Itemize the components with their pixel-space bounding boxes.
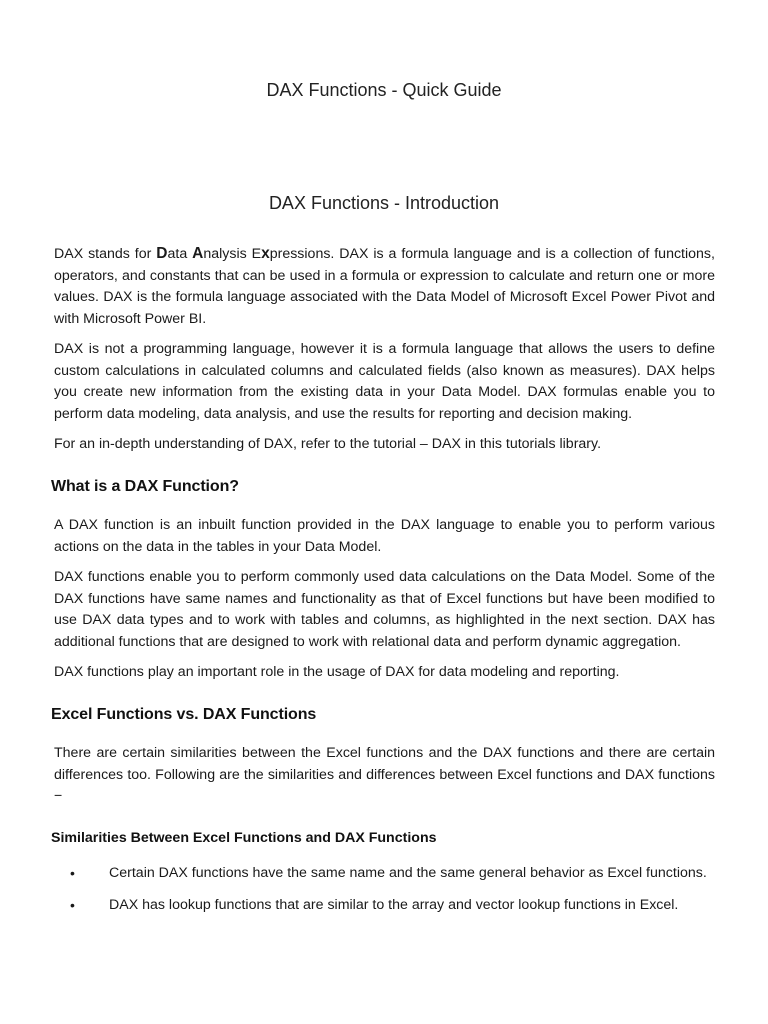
list-item: • Certain DAX functions have the same name and the same general behavior as Excel functions.	[54, 863, 715, 885]
what-is-heading: What is a DAX Function?	[51, 477, 239, 495]
excel-vs-dax-paragraph: There are certain similarities between the Excel functions and the DAX functions and there are certain differences too. Following are the similarities and differences between Excel functions and DAX functions −	[54, 745, 715, 804]
what-is-paragraph-1: A DAX function is an inbuilt function provided in the DAX language to enable you to perform various actions on the data in the tables in your Data Model.	[54, 517, 715, 555]
dax-initial-d: D	[156, 245, 168, 262]
document-title: DAX Functions - Quick Guide	[266, 80, 502, 100]
dax-initial-a: A	[192, 245, 204, 262]
what-is-paragraph-2: DAX functions enable you to perform commonly used data calculations on the Data Model. Some of the DAX functions have same names and functionality as that of Excel functions but have been modified to use DAX data types and to work with tables and columns, as highlighted in the next section. DAX has additional functions that are designed to work with relational data and perform dynamic aggregation.	[54, 569, 715, 650]
what-is-paragraph-3: DAX functions play an important role in the usage of DAX for data modeling and reporting.	[54, 664, 620, 680]
document-body	[51, 243, 715, 926]
intro-paragraph-3: For an in-depth understanding of DAX, refer to the tutorial – DAX in this tutorials library.	[54, 436, 602, 452]
bullet-icon: •	[70, 865, 75, 881]
intro-paragraph-2: DAX is not a programming language, however it is a formula language that allows the users to define custom calculations in calculated columns and calculated fields (also known as measures). DAX helps you create new information from the existing data in your Data Model. DAX formulas enable you to perform data modeling, data analysis, and use the results for reporting and decision making.	[54, 341, 715, 422]
similarities-subheading: Similarities Between Excel Functions and DAX Functions	[51, 829, 437, 846]
list-item: • DAX has lookup functions that are similar to the array and vector lookup functions in Excel.	[54, 895, 715, 917]
similarities-list	[54, 863, 715, 916]
intro-paragraph-1: DAX stands for Data Analysis Expressions. DAX is a formula language and is a collection of functions, operators, and constants that can be used in a formula or expression to calculate and return one or more values. DAX is the formula language associated with the Data Model of Microsoft Excel Power Pivot and with Microsoft Power BI.	[54, 245, 715, 327]
excel-vs-dax-heading: Excel Functions vs. DAX Functions	[51, 705, 317, 723]
dax-initial-x: x	[261, 245, 270, 262]
section-title: DAX Functions - Introduction	[268, 193, 500, 213]
bullet-icon: •	[70, 896, 75, 913]
